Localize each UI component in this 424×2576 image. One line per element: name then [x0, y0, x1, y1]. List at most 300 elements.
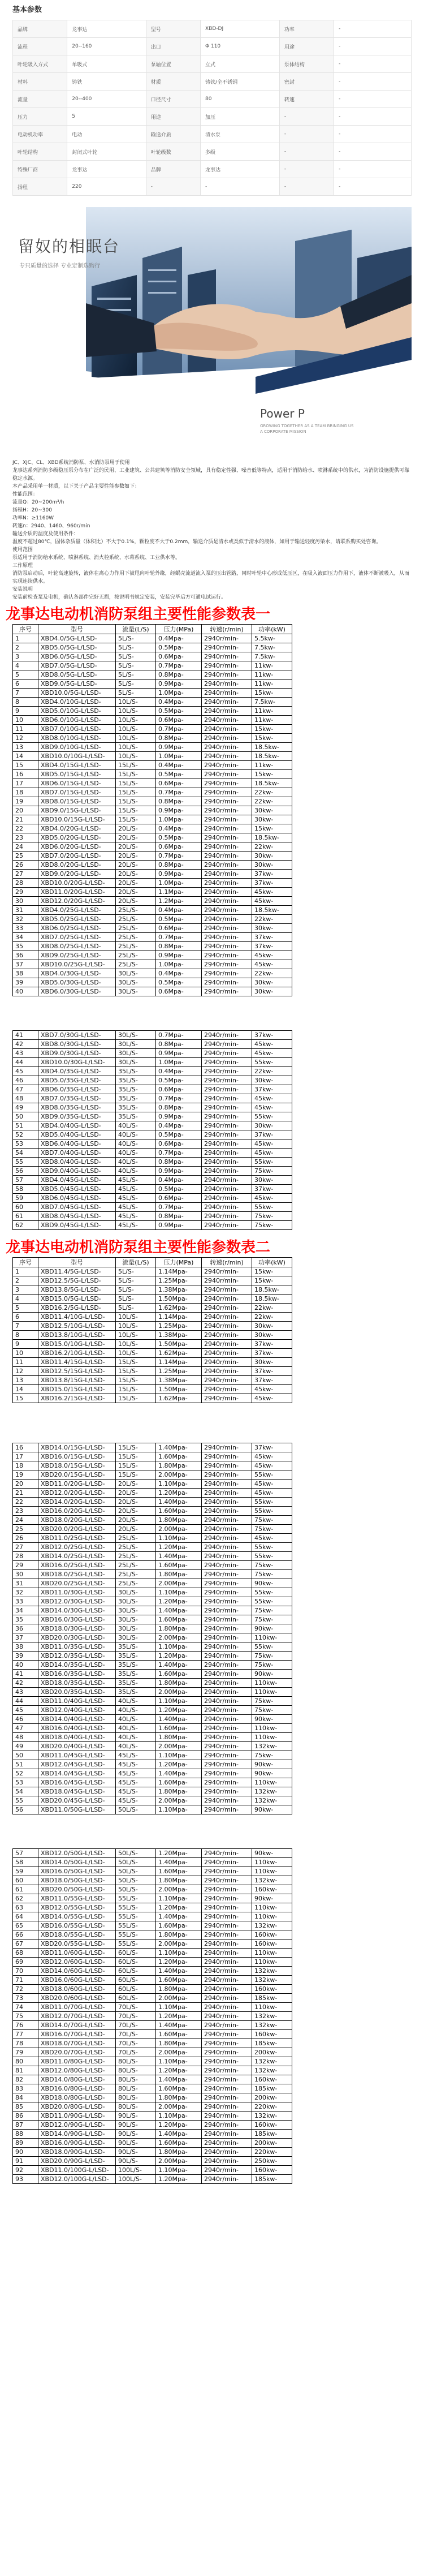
table-cell: 80L/S-	[116, 2066, 156, 2075]
table-cell: 132kw-	[252, 2111, 292, 2121]
table-cell: 80L/S-	[116, 2084, 156, 2093]
table-cell: 35L/S-	[116, 1670, 156, 1679]
table-cell: 40L/S-	[116, 1158, 156, 1167]
table-cell: 2940r/min-	[202, 1912, 252, 1921]
table-cell: XBD11.0/25G-L/LSD-	[38, 1534, 116, 1543]
table-cell: 45kw-	[252, 1103, 292, 1112]
table-cell: 30L/S-	[116, 1606, 156, 1615]
table-cell: 20L/S-	[116, 842, 156, 852]
table-cell: 4	[13, 661, 38, 670]
table-row	[13, 2048, 292, 2057]
table-row	[13, 2093, 292, 2102]
table-cell: 80L/S-	[116, 2093, 156, 2102]
table-row	[13, 1561, 292, 1570]
table-row	[13, 634, 292, 643]
table-row	[13, 1985, 292, 1994]
table-cell: 0.4Mpa-	[156, 634, 202, 643]
attribute-value: 5	[67, 108, 146, 126]
table-cell: 17	[13, 779, 38, 788]
table-cell: XBD13.8/10G-L/LSD-	[38, 1331, 116, 1340]
table-cell: 75kw-	[252, 1221, 292, 1230]
table-cell: 2940r/min-	[202, 824, 252, 833]
table-cell: XBD18.0/30G-L/LSD-	[38, 1624, 116, 1633]
table-cell: 2940r/min-	[202, 2121, 252, 2130]
table-cell: 70L/S-	[116, 2012, 156, 2021]
table-cell: 45	[13, 1706, 38, 1715]
table-cell: 1.62Mpa-	[156, 1304, 202, 1313]
table-row	[13, 1158, 292, 1167]
table-row	[13, 915, 292, 924]
table-cell: 38	[13, 1642, 38, 1652]
table-cell: 2.00Mpa-	[156, 1525, 202, 1534]
table-cell: 2940r/min-	[202, 2130, 252, 2139]
table-row	[13, 1769, 292, 1778]
table-cell: 60L/S-	[116, 1958, 156, 1967]
table-cell: 76	[13, 2021, 38, 2030]
table-row	[13, 879, 292, 888]
table-cell: XBD8.0/45G-L/LSD-	[38, 1212, 116, 1221]
table-cell: 14	[13, 752, 38, 761]
table-cell: 1.40Mpa-	[156, 1661, 202, 1670]
table-cell: 30L/S-	[116, 1058, 156, 1067]
table-cell: 0.6Mpa-	[156, 716, 202, 725]
table-cell: 30kw-	[252, 806, 292, 815]
table-cell: 1.60Mpa-	[156, 1976, 202, 1985]
parameter-table	[12, 624, 292, 996]
table-header-cell: 序号	[13, 625, 38, 634]
table-cell: 0.4Mpa-	[156, 1176, 202, 1185]
table-cell: 2940r/min-	[202, 1706, 252, 1715]
table-cell: 1.20Mpa-	[156, 1706, 202, 1715]
table-cell: 2940r/min-	[202, 1949, 252, 1958]
table-cell: 7	[13, 689, 38, 698]
table-row	[13, 1203, 292, 1212]
table-cell: 0.6Mpa-	[156, 1085, 202, 1094]
table-cell: XBD16.2/5G-L/LSD-	[38, 1304, 116, 1313]
table-cell: 20L/S-	[116, 861, 156, 870]
table-cell: 30	[13, 1570, 38, 1579]
table-cell: 34	[13, 933, 38, 942]
table-cell: 1.60Mpa-	[156, 1778, 202, 1787]
table-cell: 15kw-	[252, 770, 292, 779]
table-cell: 45L/S-	[116, 1751, 156, 1760]
table-cell: 1.20Mpa-	[156, 1903, 202, 1912]
table-cell: 25L/S-	[116, 1552, 156, 1561]
table-cell: 6	[13, 680, 38, 689]
table-cell: 1.10Mpa-	[156, 1480, 202, 1489]
table-row	[13, 725, 292, 734]
table-header-cell: 序号	[13, 1258, 38, 1267]
table-cell: 22kw-	[252, 1067, 292, 1076]
table-cell: 40L/S-	[116, 1742, 156, 1751]
table-cell: 20L/S-	[116, 1498, 156, 1507]
table-cell: 68	[13, 1949, 38, 1958]
table-cell: XBD20.0/80G-L/LSD-	[38, 2102, 116, 2111]
table-row	[13, 987, 292, 996]
product-description	[12, 459, 412, 601]
table-cell: 72	[13, 1985, 38, 1994]
table-row	[13, 2175, 292, 2184]
table-cell: 0.4Mpa-	[156, 824, 202, 833]
table-cell: 1.40Mpa-	[156, 1769, 202, 1778]
table-cell: XBD20.0/45G-L/LSD-	[38, 1796, 116, 1805]
table-cell: 90L/S-	[116, 2121, 156, 2130]
table-row	[13, 1139, 292, 1149]
table-cell: 2940r/min-	[202, 680, 252, 689]
table-row	[13, 1876, 292, 1885]
table-cell: 36	[13, 1624, 38, 1633]
table-cell: 1.80Mpa-	[156, 1461, 202, 1470]
table-cell: XBD16.0/35G-L/LSD-	[38, 1670, 116, 1679]
parameter-table	[12, 1848, 292, 2184]
table-cell: XBD18.0/20G-L/LSD-	[38, 1516, 116, 1525]
table-cell: XBD11.0/30G-L/LSD-	[38, 1588, 116, 1597]
table-cell: 37kw-	[252, 1443, 292, 1452]
table-cell: 39	[13, 1652, 38, 1661]
table-cell: 32	[13, 1588, 38, 1597]
table-cell: XBD14.0/30G-L/LSD-	[38, 1606, 116, 1615]
table-cell: 25L/S-	[116, 960, 156, 969]
table-cell: 25L/S-	[116, 924, 156, 933]
table-cell: 20L/S-	[116, 824, 156, 833]
table-cell: 2940r/min-	[202, 897, 252, 906]
table-cell: 2940r/min-	[202, 1724, 252, 1733]
table-row	[13, 1304, 292, 1313]
table-cell: 2940r/min-	[202, 1267, 252, 1276]
table-cell: 18.5kw-	[252, 833, 292, 842]
attribute-row	[13, 108, 412, 126]
table-cell: 12	[13, 734, 38, 743]
table-cell: 30kw-	[252, 861, 292, 870]
table-cell: XBD15.0/5G-L/LSD-	[38, 1295, 116, 1304]
table-cell: 18.5kw-	[252, 752, 292, 761]
table-row	[13, 643, 292, 652]
table-cell: XBD11.0/20G-L/LSD-	[38, 888, 116, 897]
table-cell: 0.4Mpa-	[156, 906, 202, 915]
table-cell: 11kw-	[252, 761, 292, 770]
table-cell: 30L/S-	[116, 1588, 156, 1597]
table-cell: 45kw-	[252, 1094, 292, 1103]
table-cell: 110kw-	[252, 1867, 292, 1876]
table-cell: 15L/S-	[116, 779, 156, 788]
table-cell: 51	[13, 1760, 38, 1769]
table-cell: 30L/S-	[116, 987, 156, 996]
table-cell: XBD18.0/35G-L/LSD-	[38, 1679, 116, 1688]
table-cell: 40L/S-	[116, 1724, 156, 1733]
table-cell: XBD12.0/55G-L/LSD-	[38, 1903, 116, 1912]
table-row	[13, 1670, 292, 1679]
table-row	[13, 2102, 292, 2111]
table-cell: 2940r/min-	[202, 661, 252, 670]
table-cell: XBD20.0/50G-L/LSD-	[38, 1885, 116, 1894]
table-cell: 160kw-	[252, 1985, 292, 1994]
attribute-value: 电动	[67, 126, 146, 143]
table-cell: XBD14.0/25G-L/LSD-	[38, 1552, 116, 1561]
table-cell: 24	[13, 1516, 38, 1525]
table-cell: 10L/S-	[116, 752, 156, 761]
table-row	[13, 1994, 292, 2003]
attribute-value: -	[334, 38, 412, 55]
table-cell: XBD5.0/35G-L/LSD-	[38, 1076, 116, 1085]
table-cell: 2940r/min-	[202, 1031, 252, 1040]
table-cell: 250kw-	[252, 2157, 292, 2166]
table-cell: 2940r/min-	[202, 1295, 252, 1304]
table-cell: XBD18.0/55G-L/LSD-	[38, 1930, 116, 1939]
table-cell: 2.00Mpa-	[156, 1742, 202, 1751]
table-cell: 15L/S-	[116, 806, 156, 815]
attribute-value: 铸铁	[67, 73, 146, 91]
table-cell: 35L/S-	[116, 1661, 156, 1670]
table-cell: 1.40Mpa-	[156, 1912, 202, 1921]
table-row	[13, 1167, 292, 1176]
table-cell: 18.5kw-	[252, 1295, 292, 1304]
table-row	[13, 2030, 292, 2039]
table-cell: XBD9.0/40G-L/LSD-	[38, 1167, 116, 1176]
table-row	[13, 1212, 292, 1221]
table-cell: XBD14.0/55G-L/LSD-	[38, 1912, 116, 1921]
table-row	[13, 824, 292, 833]
table-cell: 2.00Mpa-	[156, 1688, 202, 1697]
table-cell: 80L/S-	[116, 2075, 156, 2084]
table-cell: XBD20.0/60G-L/LSD-	[38, 1994, 116, 2003]
table-row	[13, 1267, 292, 1276]
table-row	[13, 1516, 292, 1525]
table-cell: 85	[13, 2102, 38, 2111]
table-cell: XBD14.0/90G-L/LSD-	[38, 2130, 116, 2139]
table-cell: 50	[13, 1751, 38, 1760]
table-cell: 2940r/min-	[202, 933, 252, 942]
table-cell: 1.20Mpa-	[156, 2066, 202, 2075]
table-cell: 2940r/min-	[202, 1606, 252, 1615]
table-cell: 55kw-	[252, 1470, 292, 1480]
table-row	[13, 1376, 292, 1385]
table-cell: 132kw-	[252, 2066, 292, 2075]
table-row	[13, 1480, 292, 1489]
table-cell: 70L/S-	[116, 2021, 156, 2030]
table-cell: 2940r/min-	[202, 833, 252, 842]
description-line: 温度不超过80℃，固体杂质量（体积比）不大于0.1%，颗粒度不大于0.2mm，输送介质是清水或类似于清水的液体，如用于输送轻度污染水，请联系购买处咨询。	[12, 539, 382, 545]
table-cell: 45kw-	[252, 1040, 292, 1049]
table-cell: 0.7Mpa-	[156, 661, 202, 670]
table-row	[13, 1507, 292, 1516]
table-cell: 2940r/min-	[202, 1796, 252, 1805]
table-cell: XBD11.0/80G-L/LSD-	[38, 2057, 116, 2066]
table-row	[13, 1652, 292, 1661]
table-row	[13, 2057, 292, 2066]
table-cell: 132kw-	[252, 1796, 292, 1805]
table-cell: 0.6Mpa-	[156, 652, 202, 661]
table-row	[13, 842, 292, 852]
table-row	[13, 978, 292, 987]
table-cell: 90kw-	[252, 1805, 292, 1814]
table-cell: 75kw-	[252, 1706, 292, 1715]
table-cell: XBD16.0/40G-L/LSD-	[38, 1724, 116, 1733]
table-cell: 2940r/min-	[202, 1876, 252, 1885]
table-header-cell: 转速(r/min)	[202, 625, 252, 634]
table-cell: XBD12.0/20G-L/LSD-	[38, 1489, 116, 1498]
table-row	[13, 1679, 292, 1688]
table-cell: 1.10Mpa-	[156, 1642, 202, 1652]
table-cell: 40L/S-	[116, 1149, 156, 1158]
attribute-row	[13, 126, 412, 143]
table-row	[13, 806, 292, 815]
table-row	[13, 1930, 292, 1939]
table-cell: 2.00Mpa-	[156, 1796, 202, 1805]
table-cell: 1.38Mpa-	[156, 1376, 202, 1385]
attribute-key: -	[279, 143, 334, 161]
table-cell: XBD11.0/20G-L/LSD-	[38, 1480, 116, 1489]
table-cell: 2940r/min-	[202, 960, 252, 969]
table-row	[13, 1452, 292, 1461]
parameter-table	[12, 1257, 292, 1403]
attribute-value: XBD-DJ	[201, 20, 280, 38]
table-row	[13, 1394, 292, 1403]
table-cell: 1.62Mpa-	[156, 1394, 202, 1403]
table-cell: 1.60Mpa-	[156, 1867, 202, 1876]
attribute-value: 清水泵	[201, 126, 280, 143]
table-cell: 20	[13, 1480, 38, 1489]
table-cell: 1.20Mpa-	[156, 2012, 202, 2021]
table-cell: 90kw-	[252, 1849, 292, 1858]
attribute-key: 泵体结构	[279, 55, 334, 73]
table-cell: 22	[13, 824, 38, 833]
table-cell: 5L/S-	[116, 661, 156, 670]
table-cell: 5L/S-	[116, 680, 156, 689]
table-row	[13, 1031, 292, 1040]
table-cell: 44	[13, 1058, 38, 1067]
table-cell: 2940r/min-	[202, 1715, 252, 1724]
table-cell: 18.5kw-	[252, 779, 292, 788]
table-row	[13, 1185, 292, 1194]
table-cell: XBD16.0/80G-L/LSD-	[38, 2084, 116, 2093]
table-cell: 10L/S-	[116, 734, 156, 743]
table-header-cell: 压力(MPa)	[156, 625, 202, 634]
table-cell: 10L/S-	[116, 1322, 156, 1331]
table-cell: XBD7.0/15G-L/LSD-	[38, 788, 116, 797]
table-cell: 2940r/min-	[202, 725, 252, 734]
table-row	[13, 1367, 292, 1376]
table-cell: 75kw-	[252, 1212, 292, 1221]
table-cell: 2940r/min-	[202, 698, 252, 707]
table-cell: 2940r/min-	[202, 1212, 252, 1221]
table-cell: 2940r/min-	[202, 1358, 252, 1367]
table-cell: 10L/S-	[116, 698, 156, 707]
table-cell: XBD20.0/20G-L/LSD-	[38, 1525, 116, 1534]
table-row	[13, 1949, 292, 1958]
table-cell: 20L/S-	[116, 833, 156, 842]
table-cell: 80L/S-	[116, 2057, 156, 2066]
table-cell: 25	[13, 1525, 38, 1534]
attribute-value: 封闭式叶轮	[67, 143, 146, 161]
table-cell: 2940r/min-	[202, 870, 252, 879]
table-cell: 2940r/min-	[202, 761, 252, 770]
table-cell: 2940r/min-	[202, 1561, 252, 1570]
section-title: 基本参数	[12, 6, 42, 14]
table-header-cell: 型号	[38, 1258, 116, 1267]
table-cell: 1.40Mpa-	[156, 2075, 202, 2084]
table-cell: 5L/S-	[116, 1276, 156, 1285]
table-cell: XBD20.0/40G-L/LSD-	[38, 1742, 116, 1751]
table-cell: 110kw-	[252, 1949, 292, 1958]
table-cell: 2940r/min-	[202, 1858, 252, 1867]
table-cell: 75kw-	[252, 1615, 292, 1624]
table-cell: XBD9.0/10G-L/LSD-	[38, 743, 116, 752]
table-cell: XBD14.0/40G-L/LSD-	[38, 1715, 116, 1724]
attribute-row	[13, 161, 412, 178]
table-cell: XBD14.0/20G-L/LSD-	[38, 1498, 116, 1507]
table-cell: 2940r/min-	[202, 924, 252, 933]
table-cell: 70L/S-	[116, 2039, 156, 2048]
table-cell: 20	[13, 806, 38, 815]
table-cell: 2940r/min-	[202, 2139, 252, 2148]
table-cell: 30L/S-	[116, 1040, 156, 1049]
table-cell: 2940r/min-	[202, 797, 252, 806]
table-cell: 2940r/min-	[202, 1443, 252, 1452]
table-cell: 1.0Mpa-	[156, 752, 202, 761]
table-cell: 37kw-	[252, 933, 292, 942]
table-row	[13, 1276, 292, 1285]
description-line: 转速n：2940、1460、960r/min	[12, 523, 90, 529]
table-cell: 1.60Mpa-	[156, 1615, 202, 1624]
table-cell: 15kw-	[252, 1276, 292, 1285]
table-row	[13, 1049, 292, 1058]
table-cell: 2940r/min-	[202, 1276, 252, 1285]
table-cell: 40	[13, 987, 38, 996]
table-cell: 45kw-	[252, 1489, 292, 1498]
table-cell: XBD14.0/60G-L/LSD-	[38, 1967, 116, 1976]
table-cell: XBD11.0/50G-L/LSD-	[38, 1805, 116, 1814]
table-cell: 110kw-	[252, 1858, 292, 1867]
table-cell: 59	[13, 1867, 38, 1876]
table-row	[13, 652, 292, 661]
table-cell: XBD20.0/25G-L/LSD-	[38, 1579, 116, 1588]
table-cell: 35L/S-	[116, 1688, 156, 1697]
table-cell: 1.60Mpa-	[156, 1724, 202, 1733]
table-row	[13, 788, 292, 797]
table-cell: XBD7.0/45G-L/LSD-	[38, 1203, 116, 1212]
table-title: 龙事达电动机消防泵组主要性能参数表二	[6, 1239, 271, 1256]
table-cell: 7.5kw-	[252, 652, 292, 661]
table-cell: 74	[13, 2003, 38, 2012]
table-cell: XBD7.0/35G-L/LSD-	[38, 1094, 116, 1103]
table-cell: 2.00Mpa-	[156, 2102, 202, 2111]
table-row	[13, 1149, 292, 1158]
table-cell: 2940r/min-	[202, 1185, 252, 1194]
table-cell: 0.9Mpa-	[156, 870, 202, 879]
table-cell: 15kw-	[252, 689, 292, 698]
table-cell: XBD16.0/90G-L/LSD-	[38, 2139, 116, 2148]
table-cell: 37kw-	[252, 1085, 292, 1094]
table-cell: 2940r/min-	[202, 1778, 252, 1787]
table-cell: 37kw-	[252, 1185, 292, 1194]
attribute-row	[13, 73, 412, 91]
table-title: 龙事达电动机消防泵组主要性能参数表一	[6, 606, 271, 623]
table-cell: XBD9.0/30G-L/LSD-	[38, 1049, 116, 1058]
table-cell: 2940r/min-	[202, 1507, 252, 1516]
table-cell: 75kw-	[252, 1697, 292, 1706]
table-cell: 47	[13, 1085, 38, 1094]
table-row	[13, 969, 292, 978]
table-row	[13, 1331, 292, 1340]
table-row	[13, 2012, 292, 2021]
table-cell: 62	[13, 1894, 38, 1903]
table-cell: 1.80Mpa-	[156, 1624, 202, 1633]
table-cell: 30L/S-	[116, 1633, 156, 1642]
table-cell: XBD18.0/60G-L/LSD-	[38, 1985, 116, 1994]
table-cell: 73	[13, 1994, 38, 2003]
table-cell: 42	[13, 1040, 38, 1049]
table-cell: 25L/S-	[116, 1570, 156, 1579]
